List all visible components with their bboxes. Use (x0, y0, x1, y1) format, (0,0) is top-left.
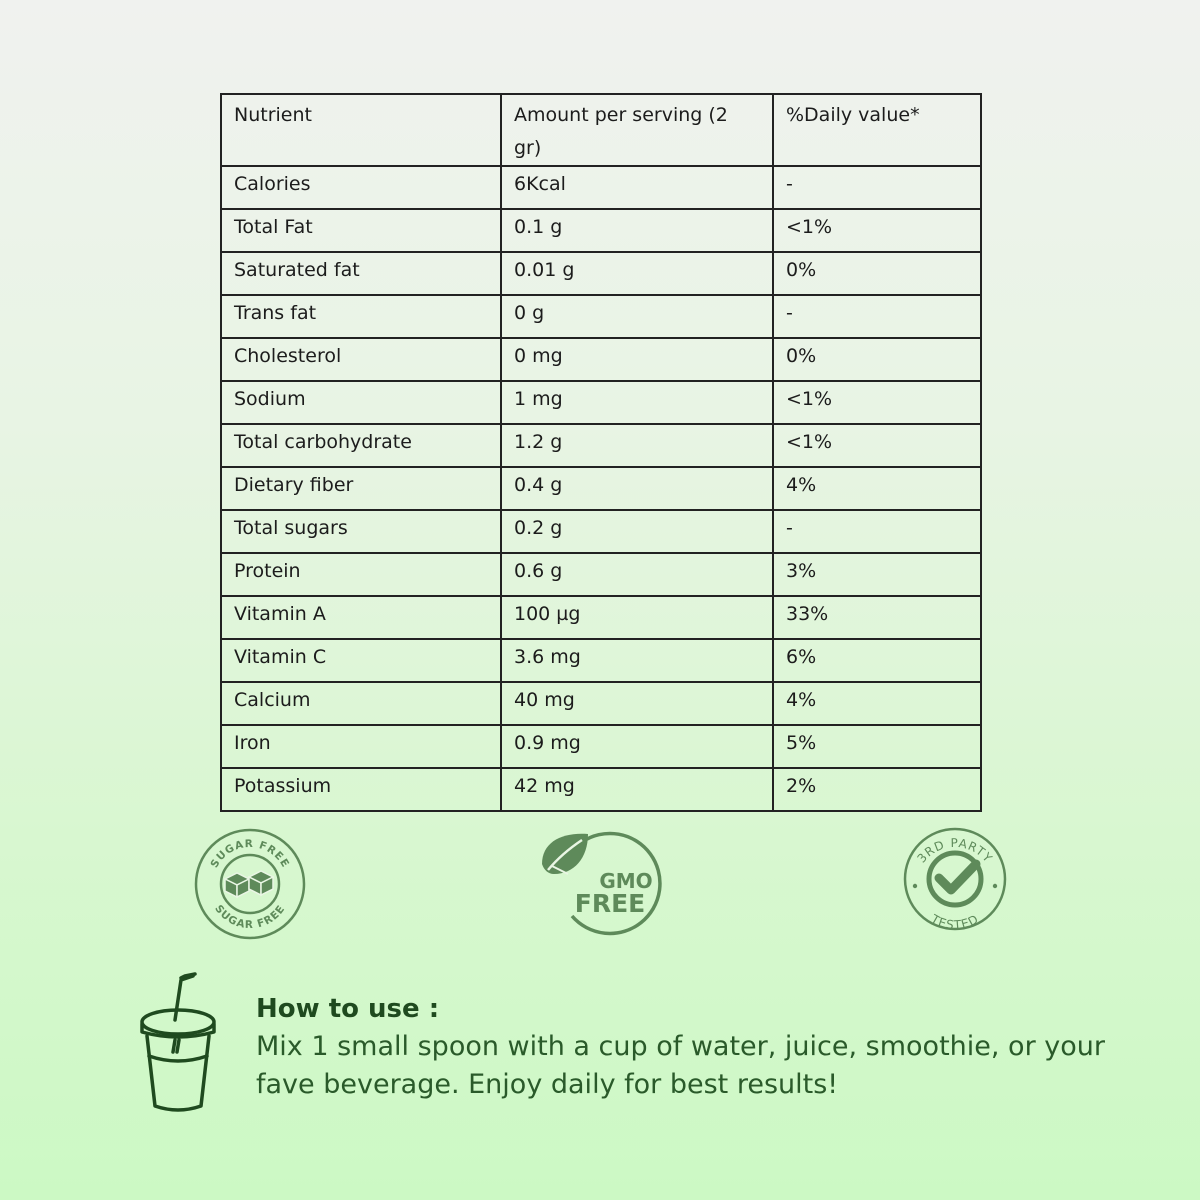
cell-amount: 0.1 g (501, 209, 773, 252)
nutrition-table-container (220, 93, 980, 812)
cell-amount: 1.2 g (501, 424, 773, 467)
cell-daily-value: 5% (773, 725, 981, 768)
cell-amount: 6Kcal (501, 166, 773, 209)
cell-amount: 0.6 g (501, 553, 773, 596)
checkmark-icon (939, 864, 976, 890)
cell-nutrient: Iron (221, 725, 501, 768)
table-row (221, 166, 981, 209)
cell-daily-value: - (773, 166, 981, 209)
cell-amount: 40 mg (501, 682, 773, 725)
svg-text:TESTED (928, 911, 982, 932)
table-row (221, 467, 981, 510)
header-nutrient: Nutrient (221, 94, 501, 166)
cell-daily-value: 33% (773, 596, 981, 639)
table-row (221, 252, 981, 295)
sugar-free-bottom-text: SUGAR FREE (212, 902, 288, 932)
cell-nutrient: Total sugars (221, 510, 501, 553)
cell-amount: 0 mg (501, 338, 773, 381)
cell-daily-value: 3% (773, 553, 981, 596)
cell-nutrient: Saturated fat (221, 252, 501, 295)
cell-amount: 1 mg (501, 381, 773, 424)
cell-amount: 0.2 g (501, 510, 773, 553)
table-row (221, 768, 981, 811)
cell-daily-value: <1% (773, 424, 981, 467)
gmo-text: GMO (599, 869, 653, 893)
sugar-cubes-icon (225, 871, 273, 897)
cell-amount: 100 µg (501, 596, 773, 639)
cell-nutrient: Total carbohydrate (221, 424, 501, 467)
cell-nutrient: Protein (221, 553, 501, 596)
how-to-use-title: How to use : (256, 994, 440, 1024)
table-row (221, 338, 981, 381)
table-row (221, 209, 981, 252)
sugar-free-top-text: SUGAR FREE (208, 837, 292, 871)
cell-daily-value: 0% (773, 338, 981, 381)
table-row (221, 553, 981, 596)
how-to-use-section (256, 994, 1156, 1104)
cell-amount: 0 g (501, 295, 773, 338)
table-row (221, 682, 981, 725)
cell-daily-value: 4% (773, 682, 981, 725)
cell-amount: 3.6 mg (501, 639, 773, 682)
table-row (221, 424, 981, 467)
table-row (221, 639, 981, 682)
table-row (221, 295, 981, 338)
sugar-free-badge (193, 827, 307, 941)
cell-daily-value: - (773, 510, 981, 553)
cell-nutrient: Cholesterol (221, 338, 501, 381)
cell-nutrient: Dietary fiber (221, 467, 501, 510)
table-header-row (221, 94, 981, 166)
cell-nutrient: Trans fat (221, 295, 501, 338)
cell-daily-value: 0% (773, 252, 981, 295)
free-text: FREE (574, 889, 646, 918)
cell-daily-value: 4% (773, 467, 981, 510)
leaf-icon (542, 834, 588, 874)
table-row (221, 596, 981, 639)
third-party-top-text: 3RD PARTY (914, 835, 996, 866)
cell-daily-value: 6% (773, 639, 981, 682)
gmo-free-badge (538, 828, 664, 940)
third-party-bottom-text: TESTED (928, 911, 982, 932)
cell-daily-value: 2% (773, 768, 981, 811)
header-daily-value: %Daily value* (773, 94, 981, 166)
cell-nutrient: Vitamin C (221, 639, 501, 682)
cell-amount: 0.01 g (501, 252, 773, 295)
cell-nutrient: Potassium (221, 768, 501, 811)
cell-nutrient: Vitamin A (221, 596, 501, 639)
cell-daily-value: <1% (773, 381, 981, 424)
cell-amount: 0.4 g (501, 467, 773, 510)
third-party-tested-badge (902, 826, 1008, 932)
header-amount: Amount per serving (2 gr) (501, 94, 773, 166)
cell-daily-value: - (773, 295, 981, 338)
cell-daily-value: <1% (773, 209, 981, 252)
table-row (221, 725, 981, 768)
table-row (221, 510, 981, 553)
table-row (221, 381, 981, 424)
nutrition-table (220, 93, 982, 812)
cell-amount: 42 mg (501, 768, 773, 811)
cell-nutrient: Total Fat (221, 209, 501, 252)
cell-amount: 0.9 mg (501, 725, 773, 768)
cell-nutrient: Calories (221, 166, 501, 209)
drink-cup-icon (135, 970, 225, 1119)
cell-nutrient: Calcium (221, 682, 501, 725)
cell-nutrient: Sodium (221, 381, 501, 424)
svg-text:SUGAR FREE (212, 903, 287, 931)
how-to-use-text: Mix 1 small spoon with a cup of water, juice, smoothie, or your fave beverage. Enjoy daily for best results! (256, 1031, 1105, 1100)
